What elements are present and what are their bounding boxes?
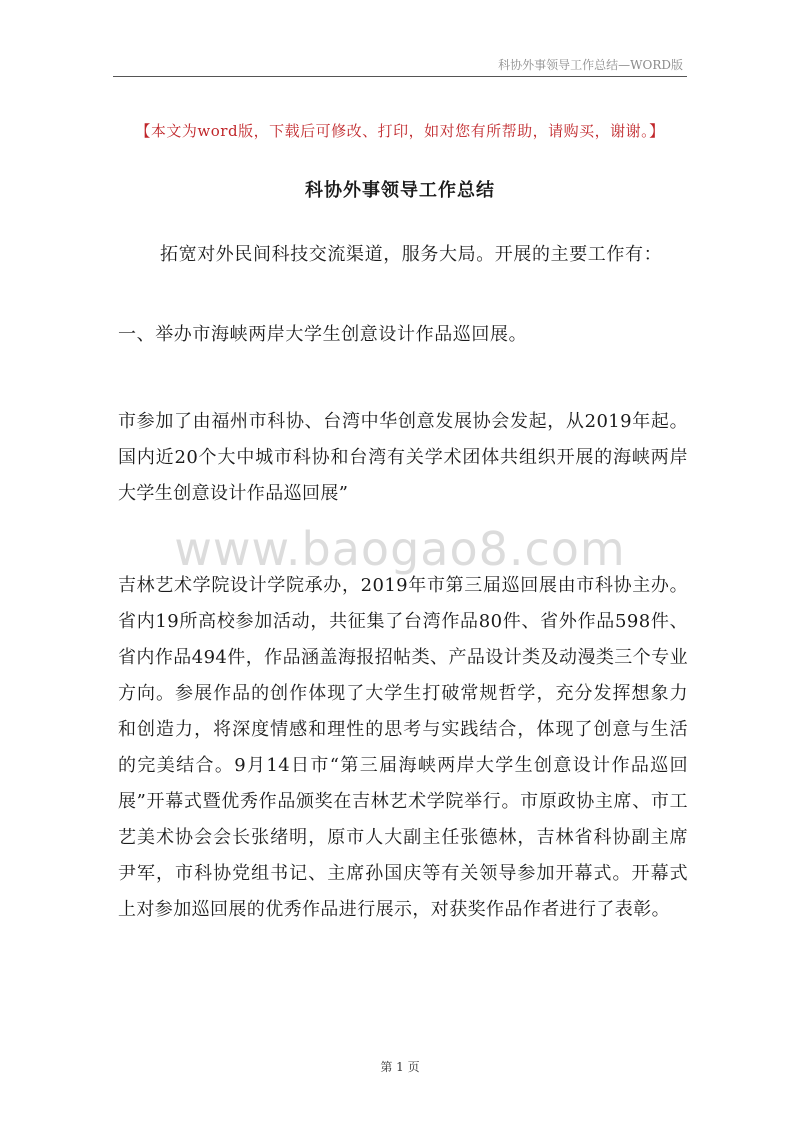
section-heading: 一、举办市海峡两岸大学生创意设计作品巡回展。	[118, 324, 528, 345]
page-number: 第 1 页	[380, 1060, 420, 1074]
body-paragraph: 吉林艺术学院设计学院承办，2019年市第三届巡回展由市科协主办。省内19所高校参加活动，共征集了台湾作品80件、省外作品598件、省内作品494件，作品涵盖海报招帖类、产品设计类及动漫类三个专业方向。参展作品的创作体现了大学生打破常规哲学，充分发挥想象力和创造力，将深度情感和理性的思考与实践结合，体现了创意与生活的完美结合。9月14日市“第三届海峡两岸大学生创意设计作品巡回展”开幕式暨优秀作品颁奖在吉林艺术学院举行。市原政协主席、市工艺美术协会会长张绪明，原市人大副主任张德林，吉林省科协副主席尹军，市科协党组书记、主席孙国庆等有关领导参加开幕式。开幕式上对参加巡回展的优秀作品进行展示，对获奖作品作者进行了表彰。	[118, 575, 688, 920]
body-paragraph: 市参加了由福州市科协、台湾中华创意发展协会发起，从2019年起。国内近20个大中城市科协和台湾有关学术团体共组织开展的海峡两岸大学生创意设计作品巡回展”	[118, 411, 688, 504]
header-text: 科协外事领导工作总结—WORD版	[498, 58, 683, 72]
document-title: 科协外事领导工作总结	[305, 180, 495, 201]
purchase-notice: 【本文为word版，下载后可修改、打印，如对您有所帮助，请购买，谢谢。】	[135, 122, 665, 140]
intro-paragraph: 拓宽对外民间科技交流渠道，服务大局。开展的主要工作有：	[160, 244, 663, 265]
page-header	[113, 52, 687, 77]
watermark: www.baogao8.com	[174, 522, 626, 576]
